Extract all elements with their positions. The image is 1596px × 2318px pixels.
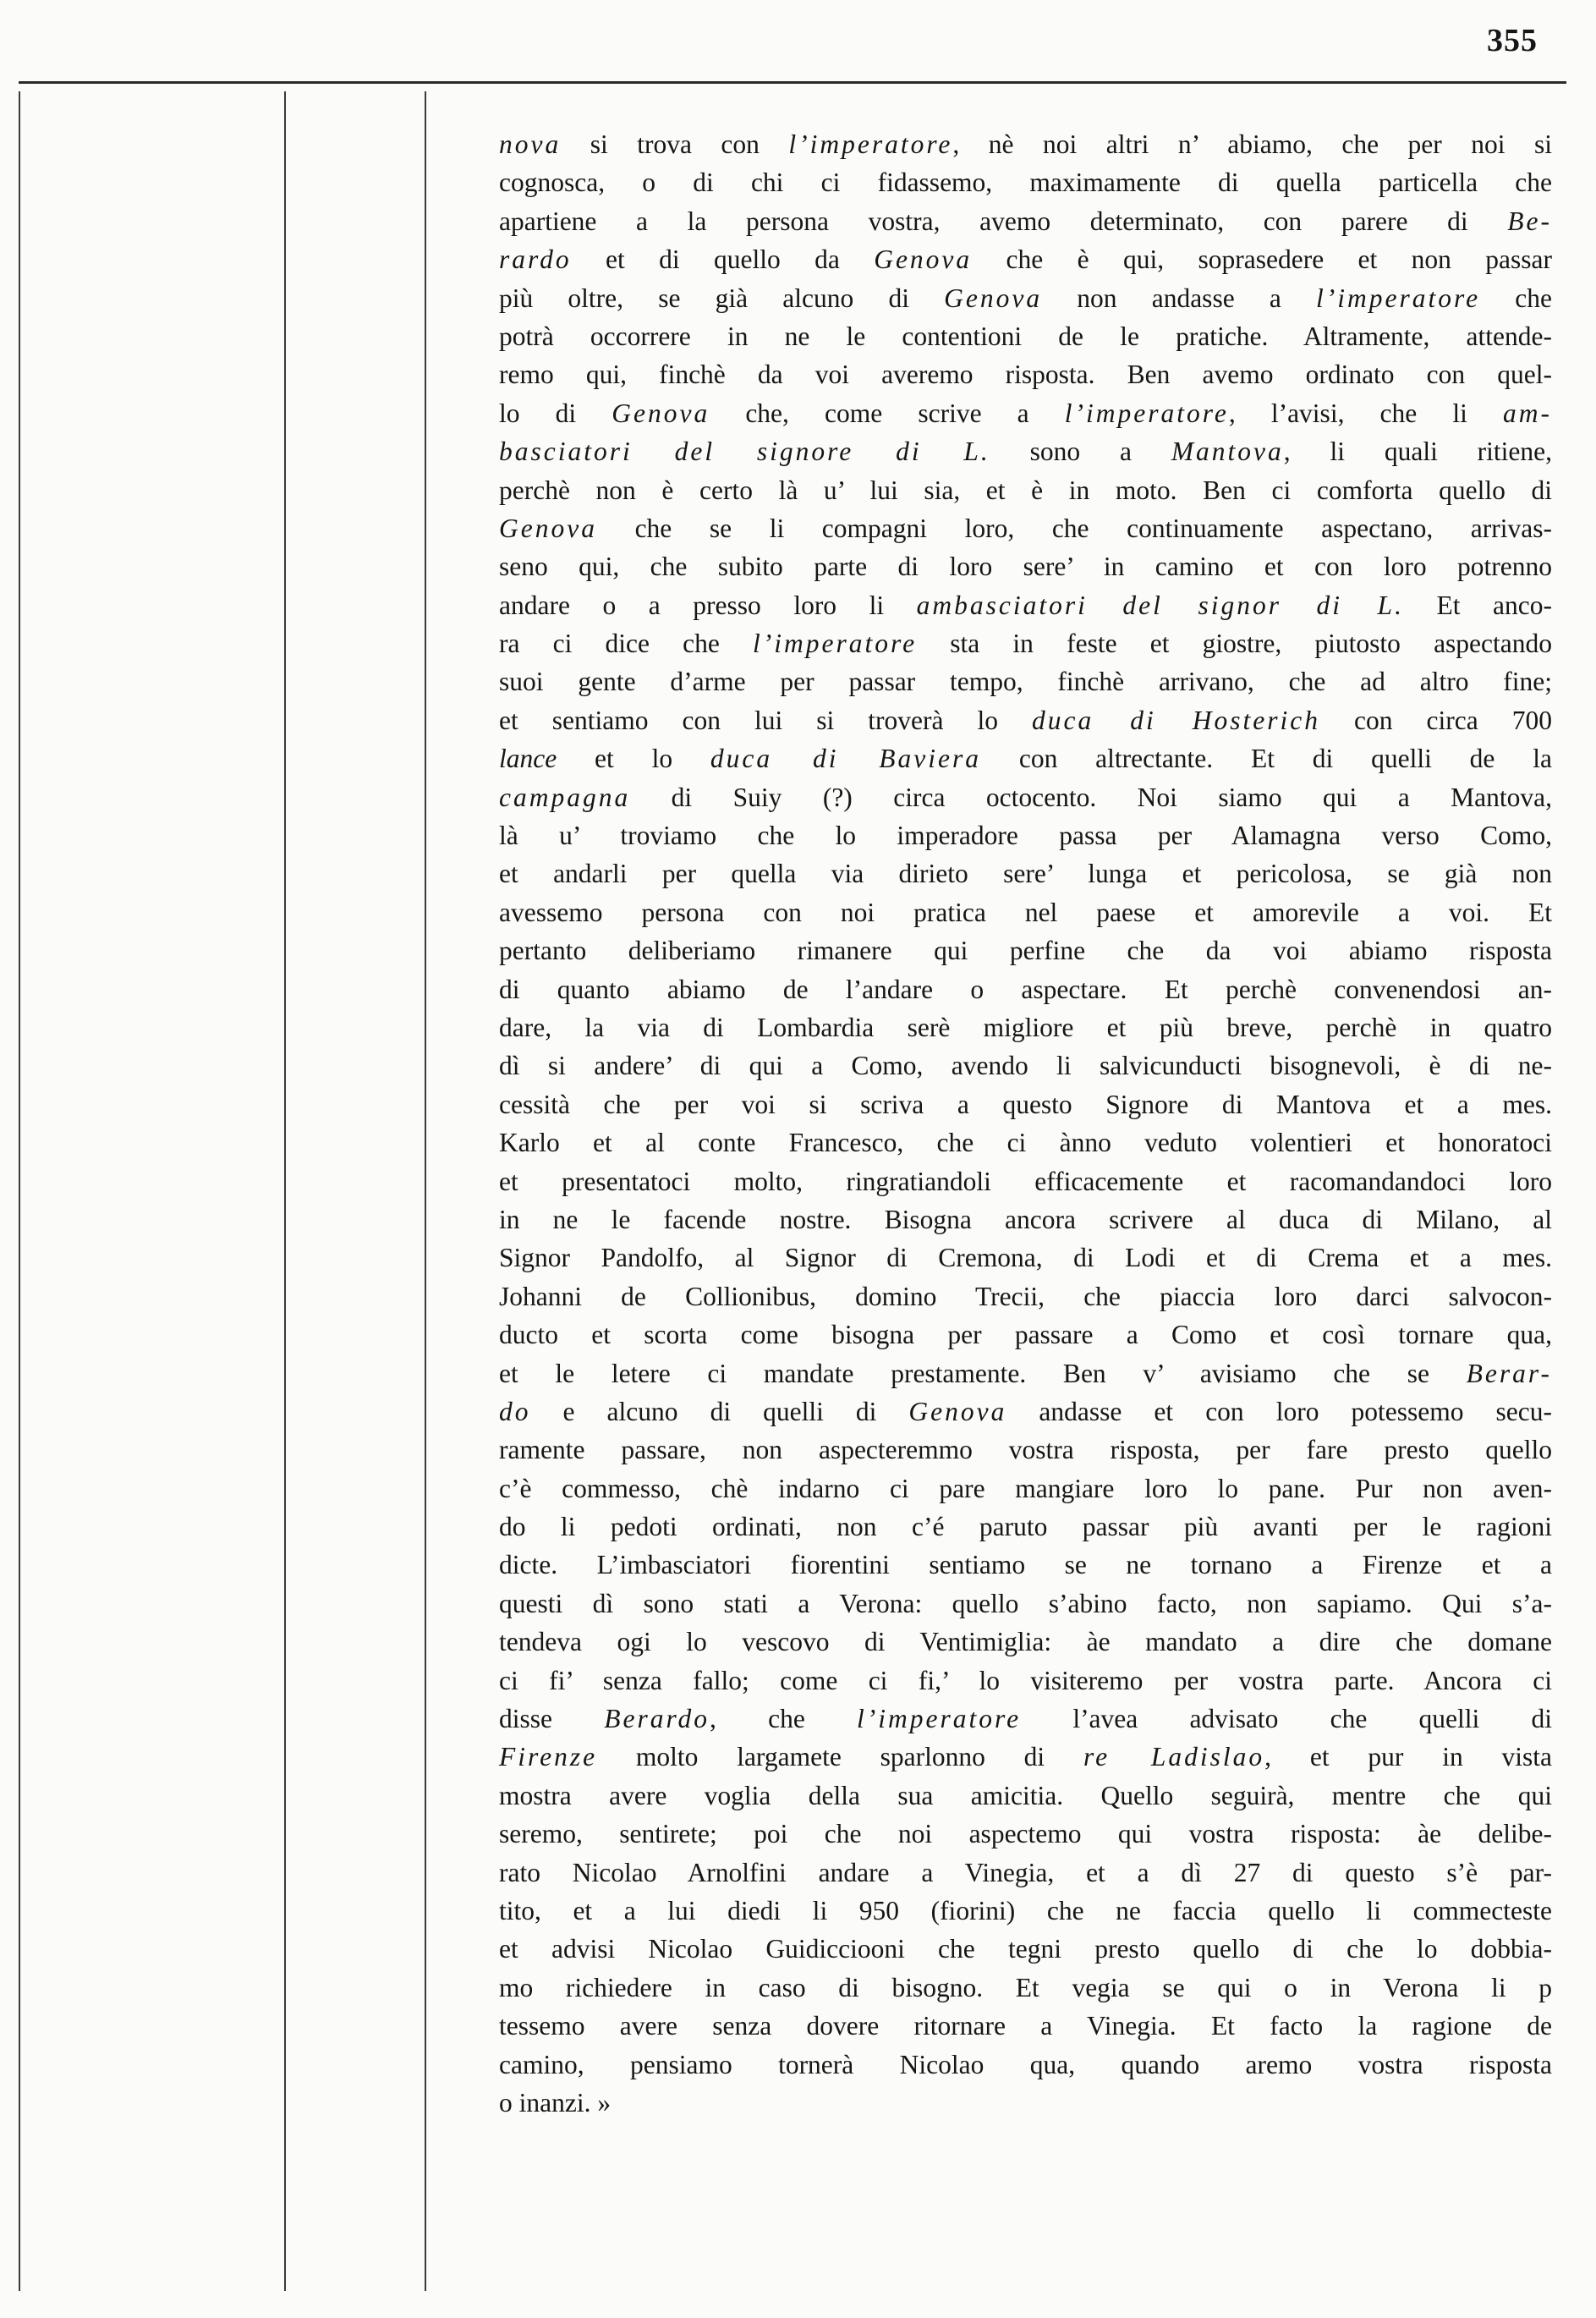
text-run: sta in feste et giostre, piutosto aspectando xyxy=(917,629,1552,659)
text-run: non andasse a xyxy=(1042,283,1317,313)
column-rule-middle xyxy=(284,91,286,2291)
text-run: mostra avere voglia della sua amicitia. Quello seguirà, mentre che qui xyxy=(499,1780,1552,1810)
text-line xyxy=(499,317,1552,355)
text-run: che se li compagni loro, che continuamente aspectano, arrivas- xyxy=(596,513,1552,543)
text-run: mo richiedere in caso di bisogno. Et vegia se qui o in Verona li p xyxy=(499,1972,1552,2002)
text-line xyxy=(499,471,1552,509)
text-line xyxy=(499,1854,1552,1892)
header-rule xyxy=(19,81,1566,84)
text-run: et advisi Nicolao Guidicciooni che tegni presto quello di che lo dobbia- xyxy=(499,1934,1552,1964)
text-line xyxy=(499,1277,1552,1316)
emphasized-text: l’imperatore xyxy=(753,629,918,659)
text-line xyxy=(499,1162,1552,1200)
text-run: andasse et con loro potessemo secu- xyxy=(1006,1396,1552,1426)
text-run: che è qui, soprasedere et non passar xyxy=(972,244,1552,275)
text-line xyxy=(499,893,1552,931)
text-line xyxy=(499,1354,1552,1392)
text-line xyxy=(499,1508,1552,1546)
text-line xyxy=(499,163,1552,201)
text-run: ramente passare, non aspecteremmo vostra risposta, per fare presto quello xyxy=(499,1435,1552,1465)
text-run: camino, pensiamo tornerà Nicolao qua, quando aremo vostra risposta xyxy=(499,2049,1552,2079)
text-run: et di quello da xyxy=(571,244,875,275)
text-run: seno qui, che subito parte di loro sere’ in camino et con loro potrenno xyxy=(499,552,1552,582)
text-line xyxy=(499,1623,1552,1661)
emphasized-text: Genova xyxy=(499,513,597,543)
text-run: e alcuno di quelli di xyxy=(530,1396,909,1426)
emphasized-text: Genova xyxy=(612,398,710,428)
page-number: 355 xyxy=(1487,23,1538,58)
text-run: lo di xyxy=(499,398,612,428)
emphasized-text: campagna xyxy=(499,782,631,812)
text-run: et presentatoci molto, ringratiandoli efficacemente et racomandandoci loro xyxy=(499,1166,1552,1196)
text-run: , l’avisi, che li xyxy=(1228,398,1503,428)
text-line xyxy=(499,854,1552,893)
text-line xyxy=(499,1777,1552,1815)
emphasized-text: l’imperatore xyxy=(1316,283,1481,313)
text-run: , che xyxy=(710,1704,858,1734)
emphasized-text: rardo xyxy=(499,244,572,275)
emphasized-text: Genova xyxy=(874,244,973,275)
text-line xyxy=(499,662,1552,700)
text-run: molto largamete sparlonno di xyxy=(597,1742,1083,1772)
text-run: dì si andere’ di qui a Como, avendo li salvicunducti bisognevoli, è di ne- xyxy=(499,1051,1552,1081)
text-line xyxy=(499,125,1552,163)
text-run: potrà occorrere in ne le contentioni de le pratiche. Altramente, attende- xyxy=(499,321,1552,351)
emphasized-text: duca di Baviera xyxy=(710,744,982,774)
text-run: di quanto abiamo de l’andare o aspectare. Et perchè convenendosi an- xyxy=(499,974,1552,1004)
main-text-column xyxy=(499,125,1552,2122)
text-run: ducto et scorta come bisogna per passare a Como et così tornare qua, xyxy=(499,1320,1552,1350)
text-run: Karlo et al conte Francesco, che ci ànno veduto volentieri et honoratoci xyxy=(499,1128,1552,1158)
text-run: ci fi’ senza fallo; come ci fi,’ lo visiteremo per vostra parte. Ancora ci xyxy=(499,1665,1552,1695)
text-run: et le letere ci mandate prestamente. Ben v’ avisiamo che se xyxy=(499,1358,1467,1388)
text-line xyxy=(499,1892,1552,1930)
emphasized-text: am- xyxy=(1503,398,1552,428)
text-line xyxy=(499,701,1552,739)
text-run: con altrectante. Et di quelli de la xyxy=(981,744,1552,774)
text-line xyxy=(499,1930,1552,1968)
text-line xyxy=(499,202,1552,240)
emphasized-text: Genova xyxy=(944,283,1043,313)
text-line xyxy=(499,1008,1552,1046)
text-line xyxy=(499,1815,1552,1853)
text-line xyxy=(499,240,1552,278)
text-line xyxy=(499,2046,1552,2084)
text-line xyxy=(499,931,1552,969)
text-run: perchè non è certo là u’ lui sia, et è in moto. Ben ci comforta quello di xyxy=(499,475,1552,505)
text-run: disse xyxy=(499,1704,605,1734)
text-line xyxy=(499,1085,1552,1123)
text-run: rato Nicolao Arnolfini andare a Vinegia, et a dì 27 di questo s’è par- xyxy=(499,1857,1552,1887)
emphasized-text: do xyxy=(499,1396,531,1426)
text-line xyxy=(499,279,1552,317)
text-run: in ne le facende nostre. Bisogna ancora scrivere al duca di Milano, al xyxy=(499,1204,1552,1234)
text-line xyxy=(499,2084,1552,2122)
text-line xyxy=(499,778,1552,816)
text-run: , nè noi altri n’ abiamo, che per noi si xyxy=(952,129,1552,159)
emphasized-text: Genova xyxy=(908,1396,1007,1426)
column-rule-right xyxy=(425,91,426,2291)
text-line xyxy=(499,1469,1552,1508)
emphasized-text: re Ladislao xyxy=(1083,1742,1265,1772)
text-run: c’è commesso, chè indarno ci pare mangiare loro lo pane. Pur non aven- xyxy=(499,1473,1552,1503)
text-run: tessemo avere senza dovere ritornare a Vinegia. Et facto la ragione de xyxy=(499,2011,1552,2041)
emphasized-text: Berar- xyxy=(1466,1358,1552,1388)
text-run: avessemo persona con noi pratica nel paese et amorevile a voi. Et xyxy=(499,897,1552,927)
text-run: andare o a presso loro li xyxy=(499,590,917,620)
column-rule-left xyxy=(19,91,20,2291)
emphasized-text: lance xyxy=(499,744,557,774)
emphasized-text: Mantova xyxy=(1171,437,1284,467)
text-line xyxy=(499,1239,1552,1277)
text-run: o inanzi. » xyxy=(499,2087,612,2118)
text-run: tito, et a lui diedi li 950 (fiorini) che ne faccia quello li commecteste xyxy=(499,1895,1552,1925)
text-run: seremo, sentirete; poi che noi aspectemo qui vostra risposta: àe delibe- xyxy=(499,1819,1552,1849)
text-run: ra ci dice che xyxy=(499,629,754,659)
text-run: apartiene a la persona vostra, avemo determinato, con parere di xyxy=(499,206,1508,236)
text-line xyxy=(499,1200,1552,1239)
text-line xyxy=(499,816,1552,854)
text-run: dicte. L’imbasciatori fiorentini sentiamo se ne tornano a Firenze et a xyxy=(499,1550,1552,1580)
text-run: sono a xyxy=(990,437,1171,467)
text-run: et andarli per quella via dirieto sere’ lunga et pericolosa, se già non xyxy=(499,859,1552,889)
text-line xyxy=(499,624,1552,662)
text-run: di Suiy (?) circa octocento. Noi siamo qui a Mantova, xyxy=(630,782,1552,812)
text-line xyxy=(499,1662,1552,1700)
text-run: , li quali ritiene, xyxy=(1283,437,1552,467)
emphasized-text: basciatori del signore di L. xyxy=(499,437,990,467)
text-run: dare, la via di Lombardia serè migliore et più breve, perchè in quatro xyxy=(499,1012,1552,1042)
text-line xyxy=(499,1392,1552,1431)
text-line xyxy=(499,739,1552,777)
text-line xyxy=(499,1738,1552,1776)
emphasized-text: duca di Hosterich xyxy=(1032,705,1321,735)
text-run: si trova con xyxy=(561,129,789,159)
text-run: che xyxy=(1480,283,1552,313)
emphasized-text: Be- xyxy=(1507,206,1552,236)
text-run: cognosca, o di chi ci fidassemo, maximamente di quella particella che xyxy=(499,168,1552,198)
text-line xyxy=(499,1046,1552,1085)
text-run: et lo xyxy=(557,744,710,774)
text-run: Johanni de Collionibus, domino Trecii, che piaccia loro darci salvocon- xyxy=(499,1281,1552,1311)
emphasized-text: Berardo xyxy=(604,1704,710,1734)
emphasized-text: Firenze xyxy=(499,1742,598,1772)
text-line xyxy=(499,1969,1552,2007)
text-line xyxy=(499,394,1552,432)
text-line xyxy=(499,547,1552,585)
text-run: Signor Pandolfo, al Signor di Cremona, di Lodi et di Crema et a mes. xyxy=(499,1243,1552,1273)
text-run: do li pedoti ordinati, non c’é paruto passar più avanti per le ragioni xyxy=(499,1512,1552,1542)
text-run: più oltre, se già alcuno di xyxy=(499,283,945,313)
text-line xyxy=(499,1585,1552,1623)
text-run: l’avea advisato che quelli di xyxy=(1021,1704,1552,1734)
text-run: pertanto deliberiamo rimanere qui perfine che da voi abiamo risposta xyxy=(499,936,1552,966)
text-run: Et anco- xyxy=(1403,590,1552,620)
emphasized-text: ambasciatori del signor di L. xyxy=(916,590,1404,620)
text-run: remo qui, finchè da voi averemo risposta. Ben avemo ordinato con quel- xyxy=(499,360,1552,390)
text-line xyxy=(499,509,1552,547)
text-line xyxy=(499,970,1552,1008)
text-run: questi dì sono stati a Verona: quello s’abino facto, non sapiamo. Qui s’a- xyxy=(499,1588,1552,1618)
text-line xyxy=(499,355,1552,393)
text-line xyxy=(499,2007,1552,2045)
text-line xyxy=(499,586,1552,624)
text-line xyxy=(499,1546,1552,1584)
text-run: che, come scrive a xyxy=(710,398,1065,428)
emphasized-text: l’imperatore xyxy=(1064,398,1229,428)
text-line xyxy=(499,1700,1552,1738)
text-run: suoi gente d’arme per passar tempo, finchè arrivano, che ad altro fine; xyxy=(499,667,1552,697)
text-line xyxy=(499,1123,1552,1162)
emphasized-text: l’imperatore xyxy=(788,129,953,159)
text-line xyxy=(499,1316,1552,1354)
emphasized-text: l’imperatore xyxy=(857,1704,1022,1734)
text-run: , et pur in vista xyxy=(1264,1742,1553,1772)
text-run: là u’ troviamo che lo imperadore passa per Alamagna verso Como, xyxy=(499,821,1552,851)
text-line xyxy=(499,1431,1552,1469)
emphasized-text: nova xyxy=(499,129,562,159)
text-line xyxy=(499,432,1552,470)
text-run: tendeva ogi lo vescovo di Ventimiglia: àe mandato a dire che domane xyxy=(499,1627,1552,1657)
text-run: cessità che per voi si scriva a questo Signore di Mantova et a mes. xyxy=(499,1089,1552,1119)
text-run: et sentiamo con lui si troverà lo xyxy=(499,705,1033,735)
text-run: con circa 700 xyxy=(1320,705,1552,735)
